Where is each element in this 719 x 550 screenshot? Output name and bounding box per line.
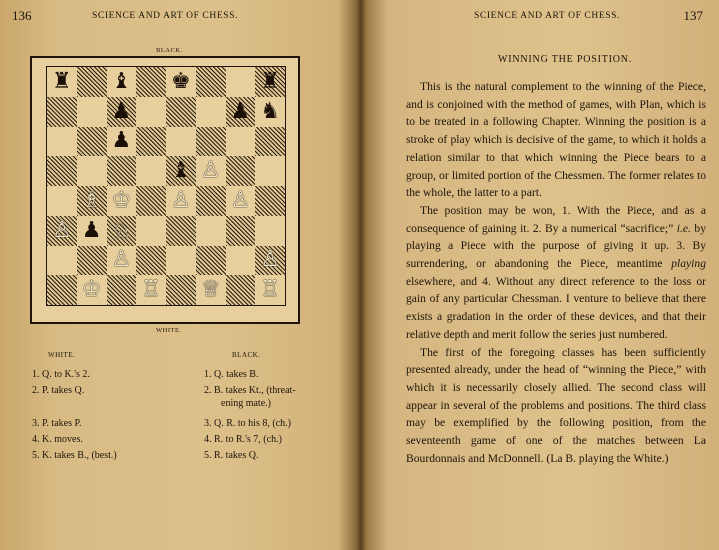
board-square-e7: [166, 97, 196, 127]
white-rook-icon: ♖: [260, 277, 280, 303]
chess-board: [46, 66, 286, 306]
board-square-e3: [166, 216, 196, 246]
board-square-e4: [166, 186, 196, 216]
board-square-e8: [166, 67, 196, 97]
black-move: 3. Q. R. to his 8, (ch.): [204, 418, 291, 429]
paragraph-3: The first of the foregoing classes has been sufficiently presented already, under the head of “winning the Piece,” with which it is necessarily closely allied. The second class will appear in several of the problems and positions. The third class may be exemplified by the following position, from the seventeenth game of one of the matches between La Bourdonnais and McDonnell. (La B. playing the White.): [406, 345, 706, 465]
board-square-h4: [255, 186, 285, 216]
board-square-c7: [107, 97, 137, 127]
white-rook-icon: ♖: [141, 277, 161, 303]
board-square-b2: [77, 246, 107, 276]
board-square-e1: [166, 275, 196, 305]
black-king-icon: ♚: [171, 68, 191, 94]
board-square-f5: [196, 156, 226, 186]
board-square-g6: [226, 127, 256, 157]
paragraph-1: This is the natural complement to the winning of the Piece, and is conjoined with the method of games, with Plan, which is to be treated in a following Chapter. Winning the position is a stroke of play which is decisive of the game, to which it holds a relation similar to that which winning the Piece bears to a group, or limited portion of the Chessmen. The former relates to the whole, the latter to a part.: [406, 80, 706, 200]
board-square-d7: [136, 97, 166, 127]
white-move: 3. P. takes P.: [32, 418, 82, 429]
board-square-b3: [77, 216, 107, 246]
black-bishop-icon: ♝: [111, 68, 132, 94]
board-square-c1: [107, 275, 137, 305]
paragraph-2-part-c: elsewhere, and 4. Without any direct reference to the loss or gain of any particular Chessman. I venture to believe that there exists a gradation in the order of these devices, and that their relative depth and merit follow the series just numbered.: [406, 274, 706, 341]
board-label-black: BLACK.: [156, 47, 183, 54]
section-title: WINNING THE POSITION.: [498, 54, 633, 65]
board-square-e2: [166, 246, 196, 276]
right-page: [362, 0, 719, 550]
left-page: [0, 0, 352, 550]
left-page-number: 136: [12, 8, 32, 23]
black-pawn-icon: ♟: [81, 217, 102, 243]
black-knight-icon: ♞: [260, 98, 280, 124]
board-square-a3: [47, 216, 77, 246]
board-square-a7: [47, 97, 77, 127]
white-pawn-icon: ♙: [200, 158, 221, 184]
board-square-a6: [47, 127, 77, 157]
playing-emphasis: playing: [671, 257, 706, 271]
white-pawn-icon: ♙: [230, 187, 251, 213]
board-square-c3: [107, 216, 137, 246]
black-move: 2. B. takes Kt., (threat-: [204, 385, 296, 396]
black-move: 4. R. to R.'s 7, (ch.): [204, 434, 282, 445]
board-square-h6: [255, 127, 285, 157]
board-square-a4: [47, 186, 77, 216]
board-square-d3: [136, 216, 166, 246]
black-move: 1. Q. takes B.: [204, 369, 259, 380]
board-square-g1: [226, 275, 256, 305]
chess-diagram: [30, 56, 300, 324]
black-pawn-icon: ♟: [230, 98, 251, 124]
board-square-d2: [136, 246, 166, 276]
board-square-e5: [166, 156, 196, 186]
board-square-h1: [255, 275, 285, 305]
black-moves-heading: BLACK.: [232, 351, 261, 359]
board-square-d8: [136, 67, 166, 97]
board-square-f1: [196, 275, 226, 305]
paragraph-2-part-b: by playing a Piece with the purpose of giving it up. 3. By surrendering, or abandoning the Piece, meantime: [406, 221, 706, 271]
board-square-h5: [255, 156, 285, 186]
ie-abbrev: i.e.: [676, 221, 691, 235]
board-square-g2: [226, 246, 256, 276]
black-move: 5. R. takes Q.: [204, 450, 259, 461]
board-square-h2: [255, 246, 285, 276]
black-rook-icon: ♜: [52, 68, 72, 94]
white-queen-icon: ♕: [200, 277, 221, 303]
white-pawn-icon: ♙: [260, 247, 280, 273]
board-square-f2: [196, 246, 226, 276]
board-square-h7: [255, 97, 285, 127]
board-square-c8: [107, 67, 137, 97]
board-square-f6: [196, 127, 226, 157]
white-pawn-icon: ♙: [52, 217, 72, 243]
body-text: [406, 78, 706, 467]
board-square-g5: [226, 156, 256, 186]
board-square-c2: [107, 246, 137, 276]
board-square-d1: [136, 275, 166, 305]
board-square-g3: [226, 216, 256, 246]
board-square-a2: [47, 246, 77, 276]
black-pawn-icon: ♟: [111, 128, 132, 154]
board-square-d4: [136, 186, 166, 216]
white-king-icon: ♔: [81, 277, 102, 303]
paragraph-2-part-a: The position may be won, 1. With the Piece, and as a consequence of gaining it. 2. By a numerical “sacrifice;”: [406, 203, 706, 235]
white-moves-heading: WHITE.: [48, 351, 76, 359]
black-move: ening mate.): [221, 398, 271, 409]
board-square-b8: [77, 67, 107, 97]
board-square-h8: [255, 67, 285, 97]
board-square-b5: [77, 156, 107, 186]
board-square-f8: [196, 67, 226, 97]
board-square-d5: [136, 156, 166, 186]
right-running-head: SCIENCE AND ART OF CHESS.: [474, 11, 620, 21]
white-knight-icon: ♘: [111, 217, 132, 243]
board-square-b1: [77, 275, 107, 305]
black-rook-icon: ♜: [260, 68, 280, 94]
board-square-f3: [196, 216, 226, 246]
board-square-g7: [226, 97, 256, 127]
white-king-icon: ♔: [111, 187, 132, 213]
board-square-b6: [77, 127, 107, 157]
board-square-b4: [77, 186, 107, 216]
right-page-number: 137: [683, 8, 703, 23]
white-move: 5. K. takes B., (best.): [32, 450, 117, 461]
board-square-c5: [107, 156, 137, 186]
board-square-a1: [47, 275, 77, 305]
board-square-b7: [77, 97, 107, 127]
board-square-c6: [107, 127, 137, 157]
white-move: 4. K. moves.: [32, 434, 83, 445]
black-pawn-icon: ♟: [111, 98, 132, 124]
paragraph-2: [406, 202, 706, 344]
board-square-c4: [107, 186, 137, 216]
white-bishop-icon: ♗: [81, 187, 102, 213]
board-label-white: WHITE.: [156, 327, 182, 334]
left-running-head: SCIENCE AND ART OF CHESS.: [92, 11, 238, 21]
board-square-g8: [226, 67, 256, 97]
board-square-f7: [196, 97, 226, 127]
board-square-e6: [166, 127, 196, 157]
board-square-h3: [255, 216, 285, 246]
white-pawn-icon: ♙: [111, 247, 132, 273]
black-bishop-icon: ♝: [171, 158, 191, 184]
board-square-f4: [196, 186, 226, 216]
board-square-a8: [47, 67, 77, 97]
white-pawn-icon: ♙: [171, 187, 191, 213]
board-square-g4: [226, 186, 256, 216]
white-move: 1. Q. to K.'s 2.: [32, 369, 90, 380]
board-square-d6: [136, 127, 166, 157]
white-move: 2. P. takes Q.: [32, 385, 85, 396]
board-square-a5: [47, 156, 77, 186]
